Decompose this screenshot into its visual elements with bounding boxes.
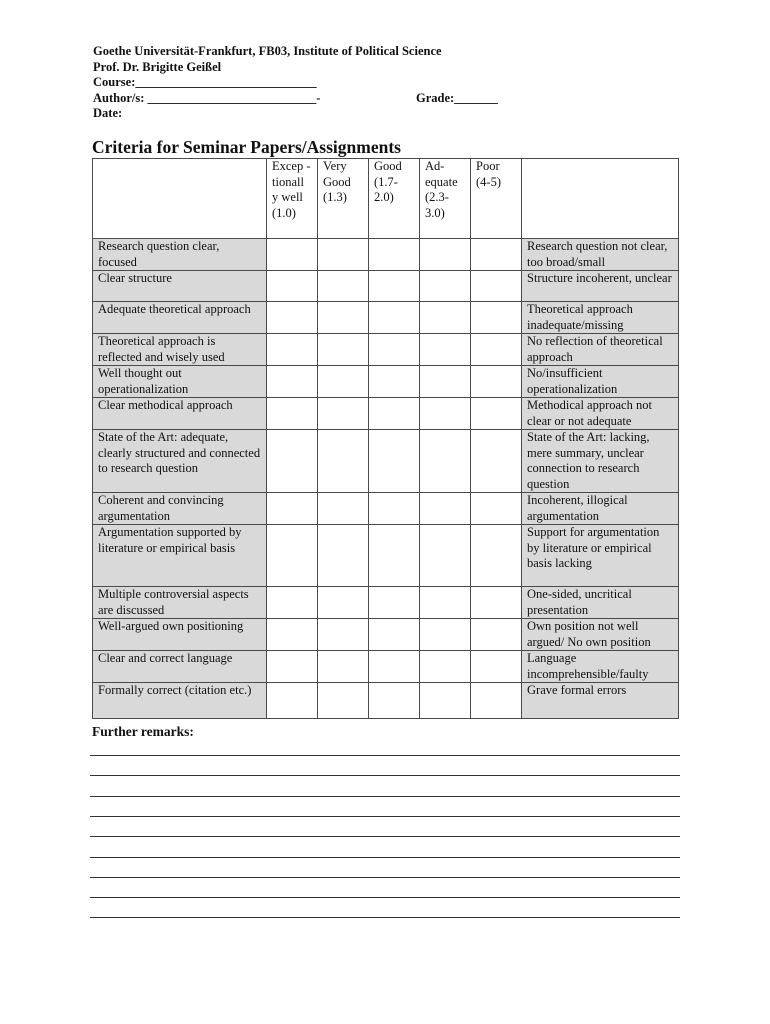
negative-criterion: Own position not well argued/ No own position	[522, 619, 679, 651]
rating-cell[interactable]	[267, 493, 318, 525]
rating-cell[interactable]	[369, 683, 420, 719]
rating-cell[interactable]	[471, 683, 522, 719]
rating-cell[interactable]	[267, 587, 318, 619]
negative-criterion: Incoherent, illogical argumentation	[522, 493, 679, 525]
positive-criterion: Argumentation supported by literature or empirical basis	[93, 525, 267, 587]
rating-cell[interactable]	[471, 587, 522, 619]
rating-cell[interactable]	[420, 366, 471, 398]
document-header	[93, 44, 498, 122]
remark-line[interactable]	[90, 775, 680, 776]
rating-cell[interactable]	[318, 334, 369, 366]
rating-cell[interactable]	[471, 525, 522, 587]
criteria-table	[92, 158, 679, 719]
rating-cell[interactable]	[318, 651, 369, 683]
rating-cell[interactable]	[471, 398, 522, 430]
rating-cell[interactable]	[267, 398, 318, 430]
rating-cell[interactable]	[471, 239, 522, 271]
rating-cell[interactable]	[369, 302, 420, 334]
rating-cell[interactable]	[420, 619, 471, 651]
rating-cell[interactable]	[420, 493, 471, 525]
rating-cell[interactable]	[369, 619, 420, 651]
criteria-row	[93, 683, 679, 719]
criteria-row	[93, 651, 679, 683]
grade-field: Grade:_______	[416, 90, 498, 105]
rating-cell[interactable]	[420, 302, 471, 334]
negative-criterion: No/insufficient operationalization	[522, 366, 679, 398]
rating-cell[interactable]	[267, 619, 318, 651]
rating-cell[interactable]	[420, 587, 471, 619]
criteria-row	[93, 398, 679, 430]
header-blank-cell	[522, 159, 679, 239]
criteria-row	[93, 525, 679, 587]
rating-cell[interactable]	[318, 239, 369, 271]
rating-cell[interactable]	[267, 302, 318, 334]
rating-cell[interactable]	[267, 271, 318, 302]
rating-cell[interactable]	[267, 334, 318, 366]
grade-header-row	[93, 159, 679, 239]
rating-cell[interactable]	[369, 525, 420, 587]
negative-criterion: Structure incoherent, unclear	[522, 271, 679, 302]
rating-cell[interactable]	[420, 651, 471, 683]
institution-line: Goethe Universität-Frankfurt, FB03, Institute of Political Science	[93, 44, 442, 58]
author-field: Author/s: ___________________________-	[93, 90, 321, 105]
rating-cell[interactable]	[369, 398, 420, 430]
rating-cell[interactable]	[471, 430, 522, 493]
grade-header-cell: Good (1.7- 2.0)	[369, 159, 420, 239]
rating-cell[interactable]	[267, 525, 318, 587]
positive-criterion: Coherent and convincing argumentation	[93, 493, 267, 525]
author-row	[93, 90, 498, 107]
negative-criterion: Support for argumentation by literature or empirical basis lacking	[522, 525, 679, 587]
rating-cell[interactable]	[267, 239, 318, 271]
rating-cell[interactable]	[369, 366, 420, 398]
grade-header-cell: Very Good (1.3)	[318, 159, 369, 239]
criteria-row	[93, 271, 679, 302]
rating-cell[interactable]	[369, 271, 420, 302]
professor-line: Prof. Dr. Brigitte Geißel	[93, 59, 222, 74]
negative-criterion: No reflection of theoretical approach	[522, 334, 679, 366]
positive-criterion: Well thought out operationalization	[93, 366, 267, 398]
rating-cell[interactable]	[318, 366, 369, 398]
positive-criterion: State of the Art: adequate, clearly structured and connected to research question	[93, 430, 267, 493]
remark-line[interactable]	[90, 917, 680, 918]
criteria-row	[93, 493, 679, 525]
positive-criterion: Multiple controversial aspects are discussed	[93, 587, 267, 619]
rating-cell[interactable]	[318, 493, 369, 525]
negative-criterion: Language incomprehensible/faulty	[522, 651, 679, 683]
rating-cell[interactable]	[471, 334, 522, 366]
remark-line[interactable]	[90, 755, 680, 756]
positive-criterion: Clear methodical approach	[93, 398, 267, 430]
positive-criterion: Theoretical approach is reflected and wisely used	[93, 334, 267, 366]
positive-criterion: Research question clear, focused	[93, 239, 267, 271]
criteria-row	[93, 619, 679, 651]
negative-criterion: State of the Art: lacking, mere summary, unclear connection to research question	[522, 430, 679, 493]
rating-cell[interactable]	[318, 302, 369, 334]
negative-criterion: Research question not clear, too broad/small	[522, 239, 679, 271]
rating-cell[interactable]	[471, 302, 522, 334]
criteria-row	[93, 587, 679, 619]
positive-criterion: Clear and correct language	[93, 651, 267, 683]
further-remarks-label: Further remarks:	[92, 724, 194, 739]
remark-line[interactable]	[90, 816, 680, 817]
rating-cell[interactable]	[420, 683, 471, 719]
rating-cell[interactable]	[420, 398, 471, 430]
remark-line[interactable]	[90, 836, 680, 837]
rating-cell[interactable]	[369, 587, 420, 619]
remark-line[interactable]	[90, 877, 680, 878]
negative-criterion: Grave formal errors	[522, 683, 679, 719]
rating-cell[interactable]	[471, 271, 522, 302]
negative-criterion: Methodical approach not clear or not adequate	[522, 398, 679, 430]
rating-cell[interactable]	[471, 366, 522, 398]
grade-header-cell: Ad- equate (2.3- 3.0)	[420, 159, 471, 239]
negative-criterion: One-sided, uncritical presentation	[522, 587, 679, 619]
criteria-row	[93, 366, 679, 398]
rating-cell[interactable]	[318, 271, 369, 302]
rating-cell[interactable]	[267, 366, 318, 398]
rating-cell[interactable]	[420, 525, 471, 587]
rating-cell[interactable]	[318, 398, 369, 430]
page-title: Criteria for Seminar Papers/Assignments	[92, 137, 401, 157]
rating-cell[interactable]	[471, 619, 522, 651]
course-field: Course:_____________________________	[93, 75, 317, 89]
rating-cell[interactable]	[267, 683, 318, 719]
criteria-row	[93, 239, 679, 271]
grade-header-cell: Excep - tionall y well (1.0)	[267, 159, 318, 239]
rating-cell[interactable]	[267, 430, 318, 493]
criteria-row	[93, 334, 679, 366]
rating-cell[interactable]	[369, 493, 420, 525]
rating-cell[interactable]	[318, 525, 369, 587]
criteria-row	[93, 302, 679, 334]
rating-cell[interactable]	[369, 334, 420, 366]
date-field: Date:	[93, 106, 123, 120]
rating-cell[interactable]	[471, 493, 522, 525]
negative-criterion: Theoretical approach inadequate/missing	[522, 302, 679, 334]
rating-cell[interactable]	[369, 651, 420, 683]
criteria-row	[93, 430, 679, 493]
positive-criterion: Formally correct (citation etc.)	[93, 683, 267, 719]
rating-cell[interactable]	[420, 239, 471, 271]
rating-cell[interactable]	[318, 430, 369, 493]
rating-cell[interactable]	[420, 334, 471, 366]
rating-cell[interactable]	[369, 430, 420, 493]
remark-line[interactable]	[90, 796, 680, 797]
rating-cell[interactable]	[318, 619, 369, 651]
header-blank-cell	[93, 159, 267, 239]
rating-cell[interactable]	[318, 587, 369, 619]
rating-cell[interactable]	[369, 239, 420, 271]
rating-cell[interactable]	[267, 651, 318, 683]
positive-criterion: Adequate theoretical approach	[93, 302, 267, 334]
positive-criterion: Well-argued own positioning	[93, 619, 267, 651]
grade-header-cell: Poor (4-5)	[471, 159, 522, 239]
remark-line[interactable]	[90, 897, 680, 898]
rating-cell[interactable]	[471, 651, 522, 683]
rating-cell[interactable]	[420, 271, 471, 302]
rating-cell[interactable]	[420, 430, 471, 493]
rating-cell[interactable]	[318, 683, 369, 719]
positive-criterion: Clear structure	[93, 271, 267, 302]
remark-line[interactable]	[90, 857, 680, 858]
